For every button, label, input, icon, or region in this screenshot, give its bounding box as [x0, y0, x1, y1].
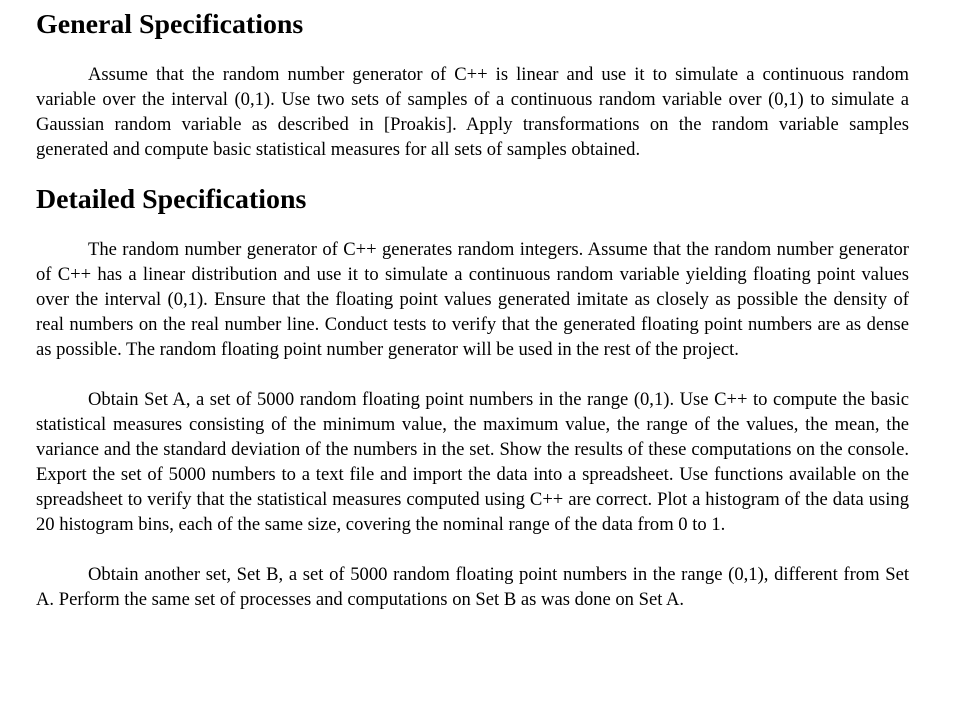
paragraph-detailed-2: Obtain Set A, a set of 5000 random floating point numbers in the range (0,1). Use C++ to compute the basic statistical measures consisting of the minimum value, the maximum value, the range of the values, the mean, the variance and the standard deviation of the numbers in the set. Show the results of these computations on the console. Export the set of 5000 numbers to a text file and import the data into a spreadsheet. Use functions available on the spreadsheet to verify that the statistical measures computed using C++ are correct. Plot a histogram of the data using 20 histogram bins, each of the same size, covering the nominal range of the data from 0 to 1. [36, 389, 909, 535]
spacer [36, 537, 909, 562]
paragraph-detailed-3: Obtain another set, Set B, a set of 5000 random floating point numbers in the range (0,1), different from Set A. Perform the same set of processes and computations on Set B as was done on Set A. [36, 564, 909, 610]
spacer [36, 212, 909, 237]
document-page [36, 9, 909, 612]
section-heading-general: General Specifications [36, 9, 304, 40]
paragraph-detailed-1: The random number generator of C++ generates random integers. Assume that the random number generator of C++ has a linear distribution and use it to simulate a continuous random variable yielding floating point values over the interval (0,1). Ensure that the floating point values generated imitate as closely as possible the density of real numbers on the real number line. Conduct tests to verify that the generated floating point numbers are as dense as possible. The random floating point number generator will be used in the rest of the project. [36, 239, 909, 360]
spacer [36, 37, 909, 62]
spacer [36, 362, 909, 387]
section-heading-detailed: Detailed Specifications [36, 184, 307, 215]
paragraph-general-1: Assume that the random number generator of C++ is linear and use it to simulate a continuous random variable over the interval (0,1). Use two sets of samples of a continuous random variable over (0,1) to simulate a Gaussian random variable as described in [Proakis]. Apply transformations on the random variable samples generated and compute basic statistical measures for all sets of samples obtained. [36, 64, 909, 160]
